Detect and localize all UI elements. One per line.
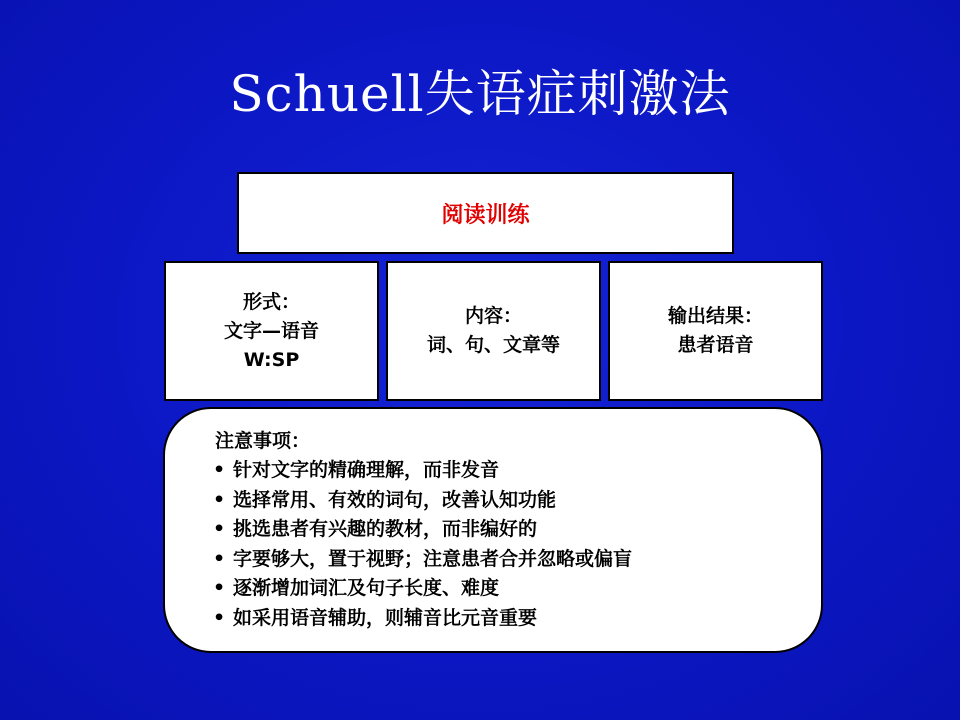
list-item	[213, 456, 821, 486]
list-item	[213, 545, 821, 575]
reading-training-label: 阅读训练	[441, 202, 530, 228]
list-item	[213, 574, 821, 604]
bullet-icon: •	[213, 606, 226, 629]
output-box	[608, 261, 823, 401]
form-heading: 形式：	[242, 290, 300, 313]
bullet-icon: •	[213, 547, 226, 570]
content-box	[386, 261, 601, 401]
list-item-text: 针对文字的精确理解，而非发音	[233, 459, 500, 481]
output-value: 患者语音	[677, 334, 754, 356]
bullet-icon: •	[213, 518, 226, 540]
slide-title: Schuell失语症刺激法	[229, 65, 731, 123]
notes-heading: 注意事项：	[215, 430, 311, 452]
form-value: 文字—语音	[223, 319, 319, 342]
notes-panel	[163, 407, 823, 653]
bullet-icon: •	[213, 459, 226, 481]
list-item-text: 选择常用、有效的词句，改善认知功能	[233, 488, 557, 511]
output-heading: 输出结果：	[667, 305, 763, 327]
content-heading: 内容：	[464, 305, 522, 327]
content-value: 词、句、文章等	[426, 334, 560, 356]
form-box	[164, 261, 379, 401]
list-item-text: 逐渐增加词汇及句子长度、难度	[233, 577, 500, 599]
list-item-text: 字要够大，置于视野；注意患者合并忽略或偏盲	[233, 547, 633, 570]
bullet-icon: •	[213, 577, 226, 599]
list-item-text: 如采用语音辅助，则辅音比元音重要	[233, 606, 538, 629]
list-item	[213, 515, 821, 545]
reading-training-box	[237, 172, 734, 254]
form-code: W:SP	[243, 348, 300, 371]
list-item	[213, 604, 821, 634]
bullet-icon: •	[213, 488, 226, 511]
list-item	[213, 486, 821, 516]
list-item-text: 挑选患者有兴趣的教材，而非编好的	[233, 518, 538, 540]
notes-list	[215, 456, 821, 633]
